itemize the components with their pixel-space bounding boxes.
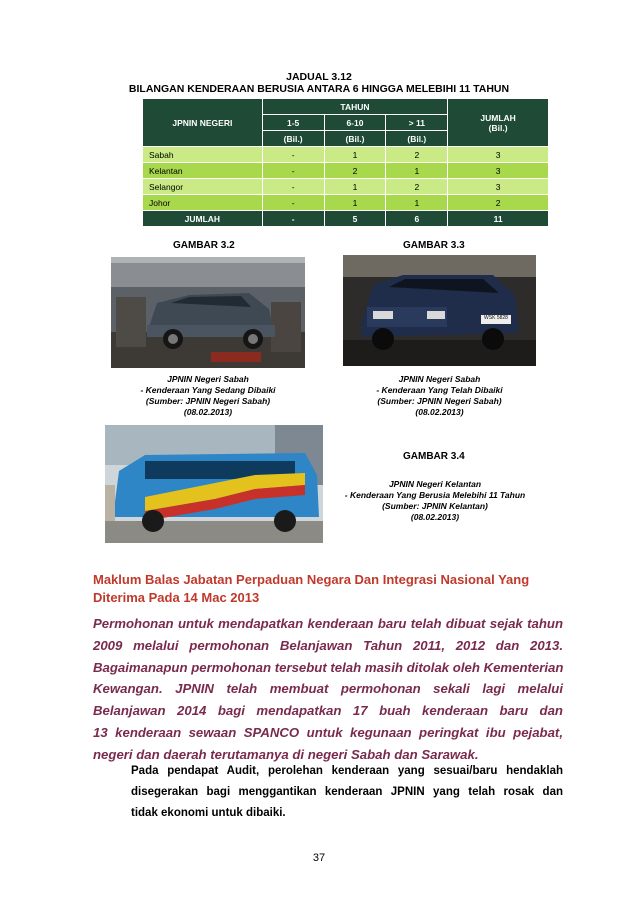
caption-line: (Sumber: JPNIN Kelantan)	[382, 501, 488, 511]
caption-line: JPNIN Negeri Sabah	[398, 374, 481, 384]
caption-line: (08.02.2013)	[183, 407, 233, 417]
header-jumlah-unit: (Bil.)	[488, 122, 508, 133]
row-cell: -	[262, 179, 324, 195]
heading-line: Diterima Pada 14 Mac 2013	[93, 590, 260, 605]
table-row	[143, 195, 549, 211]
figure-3-3-photo	[343, 255, 536, 366]
response-heading	[93, 571, 563, 607]
repaired-car-image	[343, 255, 536, 366]
license-plate: WSK 5828	[484, 315, 508, 321]
audit-opinion	[131, 761, 563, 824]
table-header-row-1	[143, 99, 549, 115]
reply-line: Kewangan. JPNIN telah membuat permohonan sekali lagi melalui	[93, 681, 563, 697]
header-jumlah-label: JUMLAH	[480, 112, 516, 123]
heading-line: Maklum Balas Jabatan Perpaduan Negara Dan Integrasi Nasional Yang	[93, 572, 530, 587]
figure-3-2-label: GAMBAR 3.2	[173, 240, 235, 251]
caption-line: - Kenderaan Yang Berusia Melebihi 11 Tahun	[344, 490, 526, 500]
figure-3-3-caption	[343, 374, 536, 418]
header-unit: (Bil.)	[386, 131, 448, 147]
row-state: Kelantan	[143, 163, 263, 179]
figure-3-3-label: GAMBAR 3.3	[403, 240, 465, 251]
caption-line: (Sumber: JPNIN Negeri Sabah)	[145, 396, 271, 406]
car-under-repair-image	[111, 257, 305, 368]
row-cell: 1	[386, 195, 448, 211]
total-label: JUMLAH	[143, 211, 263, 227]
caption-line: (08.02.2013)	[415, 407, 464, 417]
reply-line: Permohonan untuk mendapatkan kenderaan baru telah dibuat sejak tahun	[93, 616, 563, 631]
row-cell: 1	[324, 179, 386, 195]
header-unit: (Bil.)	[324, 131, 386, 147]
row-state: Selangor	[143, 179, 263, 195]
caption-line: (Sumber: JPNIN Negeri Sabah)	[377, 396, 502, 406]
header-col-over-11: > 11	[386, 115, 448, 131]
audit-line: tidak ekonomi untuk dibaiki.	[131, 807, 286, 819]
header-jumlah	[448, 99, 549, 147]
audit-line: disegerakan bagi menggantikan kenderaan JPNIN yang telah rosak dan	[131, 786, 563, 798]
row-cell: 1	[324, 147, 386, 163]
row-cell: 2	[386, 147, 448, 163]
table-total-row	[143, 211, 549, 227]
caption-line: JPNIN Negeri Sabah	[167, 374, 249, 384]
header-jpnin-negeri: JPNIN NEGERI	[143, 99, 263, 147]
table-row	[143, 179, 549, 195]
audit-line: Pada pendapat Audit, perolehan kenderaan yang sesuai/baru hendaklah	[131, 765, 563, 777]
row-cell: -	[262, 163, 324, 179]
header-tahun: TAHUN	[262, 99, 448, 115]
row-cell: -	[262, 147, 324, 163]
figure-3-2-photo	[111, 257, 305, 368]
vehicle-age-table	[142, 98, 549, 227]
figure-3-4-caption	[330, 479, 540, 523]
row-total: 3	[448, 147, 549, 163]
old-van-image	[105, 425, 323, 543]
row-cell: -	[262, 195, 324, 211]
reply-line: negeri dan daerah terutamanya di negeri Sabah dan Sarawak.	[93, 746, 479, 762]
header-col-6-10: 6-10	[324, 115, 386, 131]
reply-line: 13 kenderaan sewaan SPANCO untuk kegunaan peringkat ibu pejabat,	[93, 724, 563, 740]
row-total: 3	[448, 179, 549, 195]
table-number: JADUAL 3.12	[286, 71, 352, 83]
caption-line: - Kenderaan Yang Telah Dibaiki	[376, 385, 503, 395]
figure-3-4-photo	[105, 425, 323, 543]
caption-line: - Kenderaan Yang Sedang Dibaiki	[140, 385, 276, 395]
page-number: 37	[312, 852, 326, 864]
caption-line: JPNIN Negeri Kelantan	[388, 479, 482, 489]
header-col-1-5: 1-5	[262, 115, 324, 131]
row-cell: 2	[324, 163, 386, 179]
row-cell: 1	[324, 195, 386, 211]
header-unit: (Bil.)	[262, 131, 324, 147]
total-sum: 11	[448, 211, 549, 227]
response-paragraph	[93, 613, 563, 766]
table-row	[143, 163, 549, 179]
total-cell: 5	[324, 211, 386, 227]
caption-line: (08.02.2013)	[410, 512, 460, 522]
figure-3-2-caption	[110, 374, 306, 418]
reply-line: Bagaimanapun permohonan tersebut telah masih ditolak oleh Kementerian	[93, 659, 564, 675]
total-cell: 6	[386, 211, 448, 227]
table-caption: BILANGAN KENDERAAN BERUSIA ANTARA 6 HINGGA MELEBIHI 11 TAHUN	[128, 83, 510, 95]
reply-line: 2009 melalui permohonan Belanjawan Tahun 2011, 2012 dan 2013.	[93, 637, 563, 653]
row-state: Johor	[143, 195, 263, 211]
reply-line: Belanjawan 2014 bagi mendapatkan 17 buah kenderaan baru dan	[93, 703, 563, 719]
table-row	[143, 147, 549, 163]
row-state: Sabah	[143, 147, 263, 163]
row-total: 2	[448, 195, 549, 211]
table-title	[0, 71, 638, 95]
figure-3-4-label: GAMBAR 3.4	[403, 451, 465, 462]
total-cell: -	[262, 211, 324, 227]
row-cell: 1	[386, 163, 448, 179]
row-cell: 2	[386, 179, 448, 195]
row-total: 3	[448, 163, 549, 179]
